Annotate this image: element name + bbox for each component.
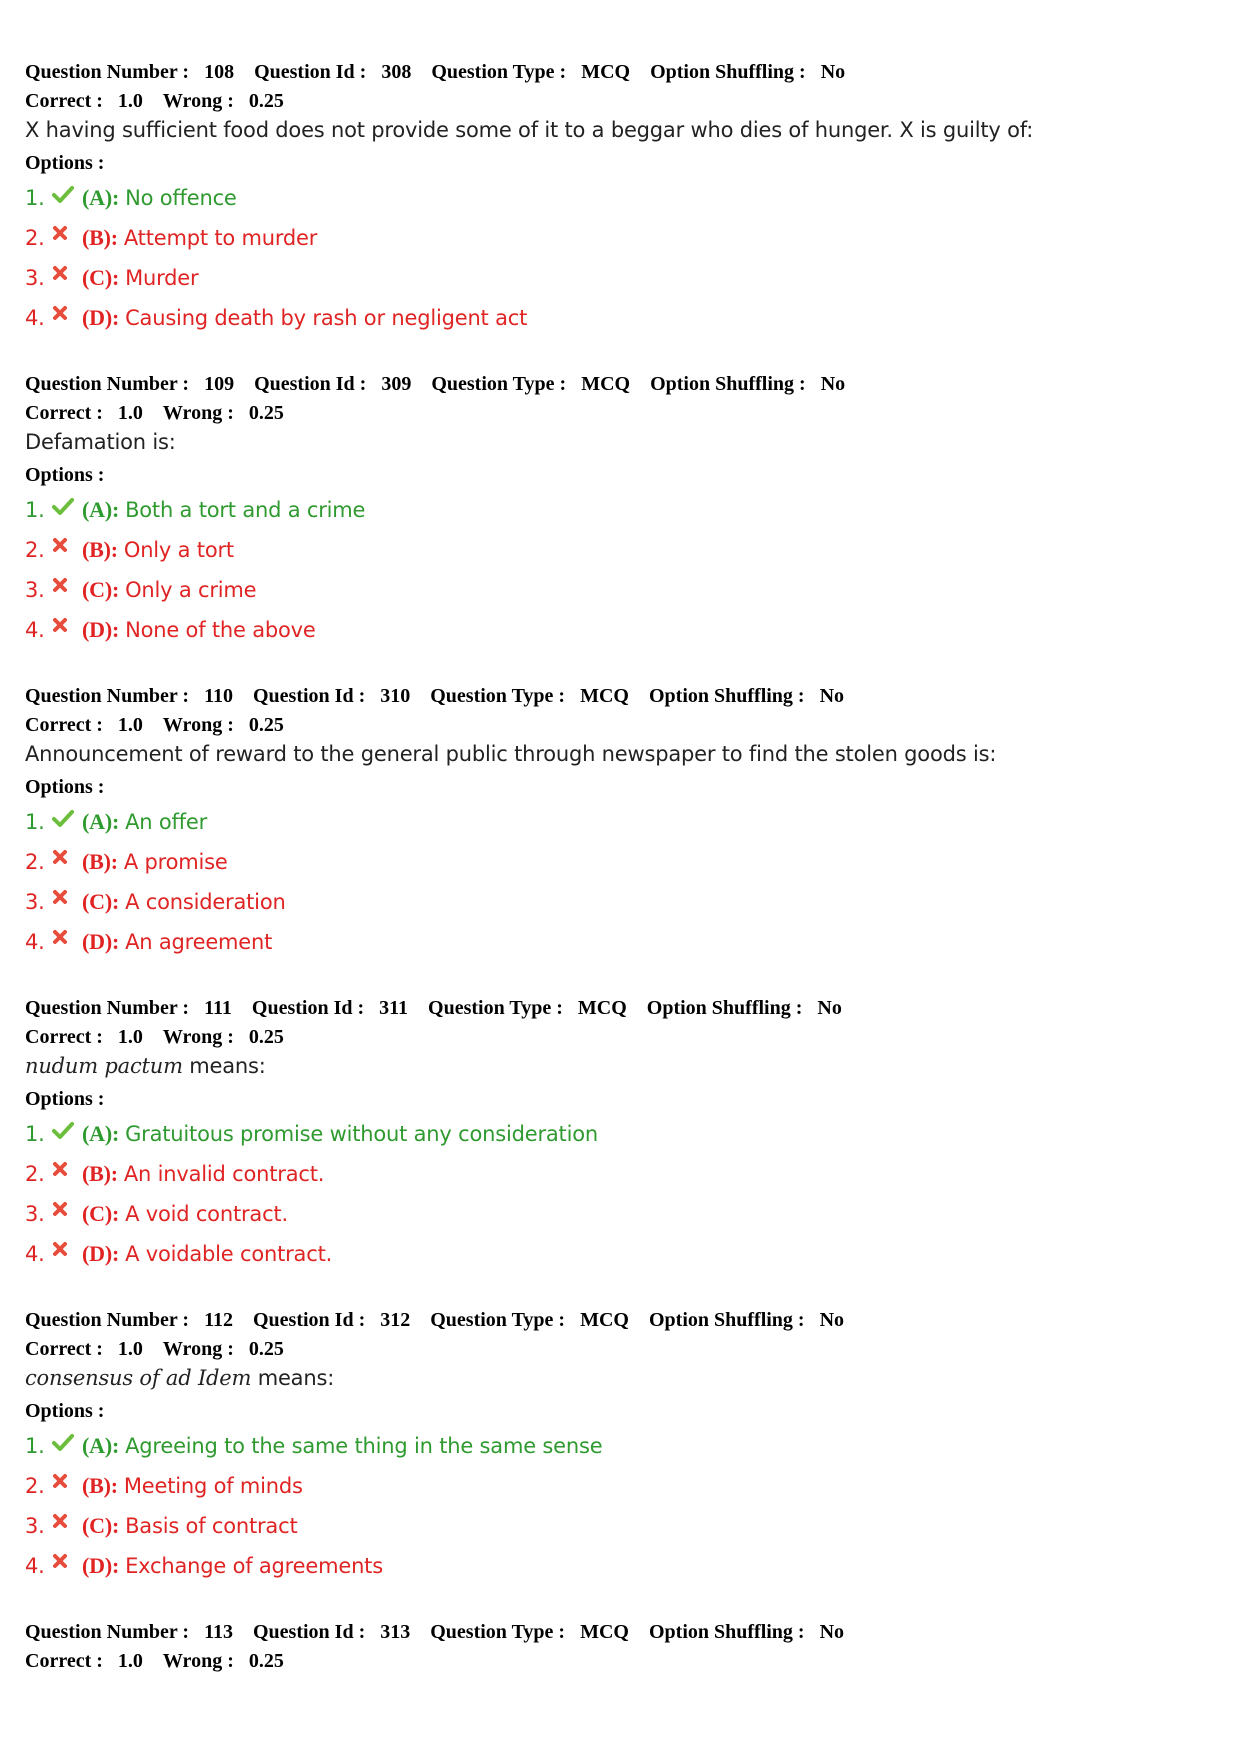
cross-icon [52, 617, 76, 643]
option-shuffling: No [820, 373, 846, 395]
question-meta: Question Number : 108 Question Id : 308 Question Type : MCQ Option Shuffling : No [25, 61, 846, 83]
cross-icon [52, 889, 76, 915]
wrong-marks: 0.25 [248, 1026, 284, 1048]
option-shuffling: No [817, 997, 842, 1019]
option-item: 3. (C): Murder [25, 265, 199, 290]
option-text: Only a tort [123, 538, 234, 562]
question-id: 313 [380, 1621, 411, 1643]
option-text: A consideration [125, 890, 286, 914]
stem-latin-term: nudum pactum [25, 1054, 183, 1078]
question-type: MCQ [577, 997, 627, 1019]
check-icon [52, 1121, 76, 1147]
question-number: 108 [204, 61, 235, 83]
question-number: 111 [204, 997, 232, 1019]
option-item: 2. (B): Only a tort [25, 537, 234, 562]
wrong-marks: 0.25 [248, 1650, 284, 1672]
marking-scheme: Correct : 1.0 Wrong : 0.25 [25, 90, 284, 112]
option-text: An offer [125, 810, 208, 834]
question-meta: Question Number : 109 Question Id : 309 Question Type : MCQ Option Shuffling : No [25, 373, 846, 395]
question-stem: X having sufficient food does not provide some of it to a beggar who dies of hunger. X is guilty of: [25, 118, 1034, 142]
question-type: MCQ [581, 373, 631, 395]
cross-icon [52, 1473, 76, 1499]
wrong-marks: 0.25 [248, 402, 284, 424]
cross-icon [52, 1161, 76, 1187]
marking-scheme: Correct : 1.0 Wrong : 0.25 [25, 1650, 284, 1672]
check-icon [52, 497, 76, 523]
wrong-marks: 0.25 [248, 1338, 284, 1360]
question-id: 309 [381, 373, 412, 395]
correct-marks: 1.0 [117, 402, 143, 424]
option-text: A void contract. [125, 1202, 288, 1226]
option-text: Agreeing to the same thing in the same sense [125, 1434, 603, 1458]
question-block [25, 370, 1215, 650]
cross-icon [52, 305, 76, 331]
correct-marks: 1.0 [117, 90, 143, 112]
question-type: MCQ [580, 1621, 629, 1643]
question-number: 109 [204, 373, 235, 395]
question-block [25, 994, 1215, 1274]
option-text: Both a tort and a crime [125, 498, 366, 522]
option-item: 2. (B): An invalid contract. [25, 1161, 325, 1186]
option-item: 3. (C): A void contract. [25, 1201, 288, 1226]
option-item: 2. (B): Meeting of minds [25, 1473, 303, 1498]
option-item: 2. (B): Attempt to murder [25, 225, 318, 250]
correct-marks: 1.0 [117, 1338, 143, 1360]
question-id: 311 [379, 997, 409, 1019]
question-meta: Question Number : 110 Question Id : 310 Question Type : MCQ Option Shuffling : No [25, 685, 845, 707]
option-shuffling: No [819, 1309, 845, 1331]
question-type: MCQ [580, 1309, 629, 1331]
cross-icon [52, 929, 76, 955]
option-text: Attempt to murder [123, 226, 318, 250]
cross-icon [52, 1513, 76, 1539]
question-type: MCQ [580, 685, 629, 707]
option-item: 1. (A): Agreeing to the same thing in the same sense [25, 1433, 603, 1458]
cross-icon [52, 1201, 76, 1227]
marking-scheme: Correct : 1.0 Wrong : 0.25 [25, 402, 284, 424]
question-meta: Question Number : 111 Question Id : 311 Question Type : MCQ Option Shuffling : No [25, 997, 842, 1019]
option-item: 3. (C): A consideration [25, 889, 286, 914]
option-text: No offence [125, 186, 237, 210]
option-text: Gratuitous promise without any consideration [125, 1122, 598, 1146]
question-stem: consensus of ad Idem means: [25, 1366, 335, 1390]
option-text: A promise [123, 850, 228, 874]
marking-scheme: Correct : 1.0 Wrong : 0.25 [25, 1026, 284, 1048]
option-item: 1. (A): An offer [25, 809, 208, 834]
question-block [25, 1618, 1215, 1676]
question-stem: Defamation is: [25, 430, 176, 454]
options-label: Options : [25, 464, 105, 486]
options-label: Options : [25, 776, 105, 798]
wrong-marks: 0.25 [248, 714, 284, 736]
question-block [25, 58, 1215, 338]
option-item: 4. (D): Exchange of agreements [25, 1553, 383, 1578]
option-shuffling: No [819, 1621, 845, 1643]
options-label: Options : [25, 1088, 105, 1110]
option-shuffling: No [819, 685, 845, 707]
question-paper [25, 58, 1215, 1676]
option-item: 1. (A): Both a tort and a crime [25, 497, 366, 522]
option-text: Causing death by rash or negligent act [125, 306, 528, 330]
question-number: 110 [204, 685, 233, 707]
question-stem: Announcement of reward to the general public through newspaper to find the stolen goods is: [25, 742, 997, 766]
question-meta: Question Number : 113 Question Id : 313 Question Type : MCQ Option Shuffling : No [25, 1621, 845, 1643]
option-item: 4. (D): A voidable contract. [25, 1241, 333, 1266]
option-item: 2. (B): A promise [25, 849, 228, 874]
option-item: 4. (D): An agreement [25, 929, 273, 954]
marking-scheme: Correct : 1.0 Wrong : 0.25 [25, 714, 284, 736]
cross-icon [52, 265, 76, 291]
option-text: A voidable contract. [125, 1242, 333, 1266]
stem-latin-term: consensus of ad Idem [25, 1366, 252, 1390]
question-block [25, 1306, 1215, 1586]
option-text: Basis of contract [125, 1514, 298, 1538]
options-label: Options : [25, 1400, 105, 1422]
option-item: 1. (A): Gratuitous promise without any consideration [25, 1121, 598, 1146]
question-type: MCQ [581, 61, 631, 83]
option-item: 1. (A): No offence [25, 185, 237, 210]
question-id: 310 [380, 685, 411, 707]
correct-marks: 1.0 [117, 1650, 143, 1672]
correct-marks: 1.0 [117, 1026, 143, 1048]
question-block [25, 682, 1215, 962]
cross-icon [52, 1553, 76, 1579]
option-shuffling: No [820, 61, 846, 83]
option-item: 3. (C): Only a crime [25, 577, 257, 602]
option-text: An invalid contract. [123, 1162, 325, 1186]
check-icon [52, 185, 76, 211]
cross-icon [52, 225, 76, 251]
option-text: Exchange of agreements [125, 1554, 383, 1578]
wrong-marks: 0.25 [248, 90, 284, 112]
option-text: Only a crime [125, 578, 257, 602]
option-text: None of the above [125, 618, 316, 642]
question-meta: Question Number : 112 Question Id : 312 Question Type : MCQ Option Shuffling : No [25, 1309, 845, 1331]
question-id: 312 [380, 1309, 411, 1331]
option-text: An agreement [125, 930, 273, 954]
option-item: 4. (D): Causing death by rash or negligent act [25, 305, 528, 330]
cross-icon [52, 537, 76, 563]
option-item: 3. (C): Basis of contract [25, 1513, 298, 1538]
options-label: Options : [25, 152, 105, 174]
question-number: 113 [204, 1621, 233, 1643]
question-stem: nudum pactum means: [25, 1054, 266, 1078]
correct-marks: 1.0 [117, 714, 143, 736]
question-id: 308 [381, 61, 412, 83]
check-icon [52, 1433, 76, 1459]
option-item: 4. (D): None of the above [25, 617, 316, 642]
marking-scheme: Correct : 1.0 Wrong : 0.25 [25, 1338, 284, 1360]
check-icon [52, 809, 76, 835]
option-text: Murder [125, 266, 199, 290]
cross-icon [52, 1241, 76, 1267]
question-number: 112 [204, 1309, 233, 1331]
cross-icon [52, 577, 76, 603]
option-text: Meeting of minds [123, 1474, 303, 1498]
cross-icon [52, 849, 76, 875]
